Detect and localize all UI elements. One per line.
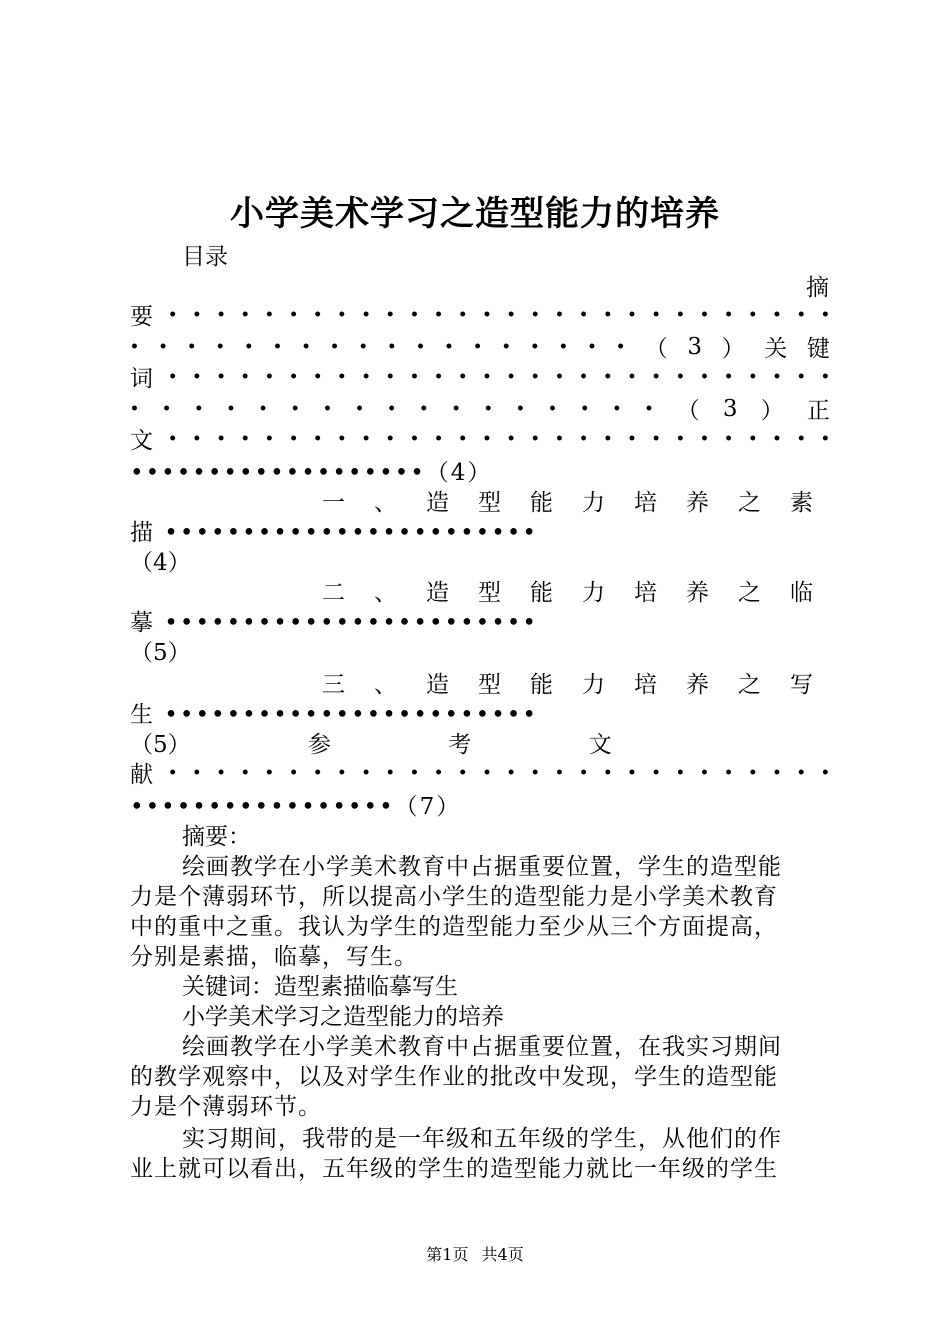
toc-line: 文 • • • • • • • • • • • • • • • • • • • • • • • • • • • •	[130, 428, 830, 454]
toc-heading: 目录	[182, 244, 228, 270]
toc-line: •••••••••••••••••••（4）	[130, 460, 493, 486]
page-total: 共4页	[481, 1245, 524, 1264]
toc-line: • • • • • • • • • • • • • • • • • • （ 3 ） 关 键	[130, 333, 830, 362]
toc-line: 生 ••••••••••••••••••••••••	[130, 702, 538, 728]
body-title: 小学美术学习之造型能力的培养	[182, 1004, 504, 1030]
abstract-line: 力是个薄弱环节，所以提高小学生的造型能力是小学美术教育	[130, 884, 778, 910]
abstract-heading: 摘要：	[182, 824, 251, 850]
abstract-line: 分别是素描，临摹，写生。	[130, 944, 418, 970]
toc-line: • • • • • • • • • • • • • • • • • （ 3 ） 正	[130, 395, 830, 424]
toc-line: 三、造型能力培养之写	[322, 672, 842, 698]
toc-line: 描 ••••••••••••••••••••••••	[130, 520, 538, 546]
toc-line: 词 • • • • • • • • • • • • • • • • • • • • • • • • • • • •	[130, 366, 830, 392]
toc-line: （4）	[130, 550, 191, 576]
toc-line: 摘	[806, 275, 829, 301]
toc-line: 要 • • • • • • • • • • • • • • • • • • • • • • • • • • • •	[130, 304, 830, 330]
page-footer	[0, 1242, 950, 1265]
toc-line: 二、造型能力培养之临	[322, 580, 842, 606]
keywords: 关键词：造型素描临摹写生	[182, 974, 458, 1000]
page-number: 第1页	[426, 1245, 469, 1264]
paragraph-line: 力是个薄弱环节。	[130, 1094, 322, 1120]
paragraph-line: 的教学观察中，以及对学生作业的批改中发现，学生的造型能	[130, 1064, 778, 1090]
document-title: 小学美术学习之造型能力的培养	[230, 194, 720, 234]
toc-line: （5） 参 考 文	[130, 732, 612, 758]
paragraph-line: 业上就可以看出，五年级的学生的造型能力就比一年级的学生	[130, 1156, 778, 1182]
toc-line: •••••••••••••••••（7）	[130, 794, 462, 820]
toc-line: （5）	[130, 640, 191, 666]
abstract-line: 中的重中之重。我认为学生的造型能力至少从三个方面提高，	[130, 914, 778, 940]
abstract-line: 绘画教学在小学美术教育中占据重要位置，学生的造型能	[182, 854, 782, 880]
toc-line: 摹 ••••••••••••••••••••••••	[130, 610, 538, 636]
paragraph-line: 绘画教学在小学美术教育中占据重要位置，在我实习期间	[182, 1034, 782, 1060]
paragraph-line: 实习期间，我带的是一年级和五年级的学生，从他们的作	[182, 1126, 782, 1152]
toc-line: 献 • • • • • • • • • • • • • • • • • • • • • • • • • • • •	[130, 762, 830, 788]
toc-line: 一、造型能力培养之素	[322, 490, 842, 516]
